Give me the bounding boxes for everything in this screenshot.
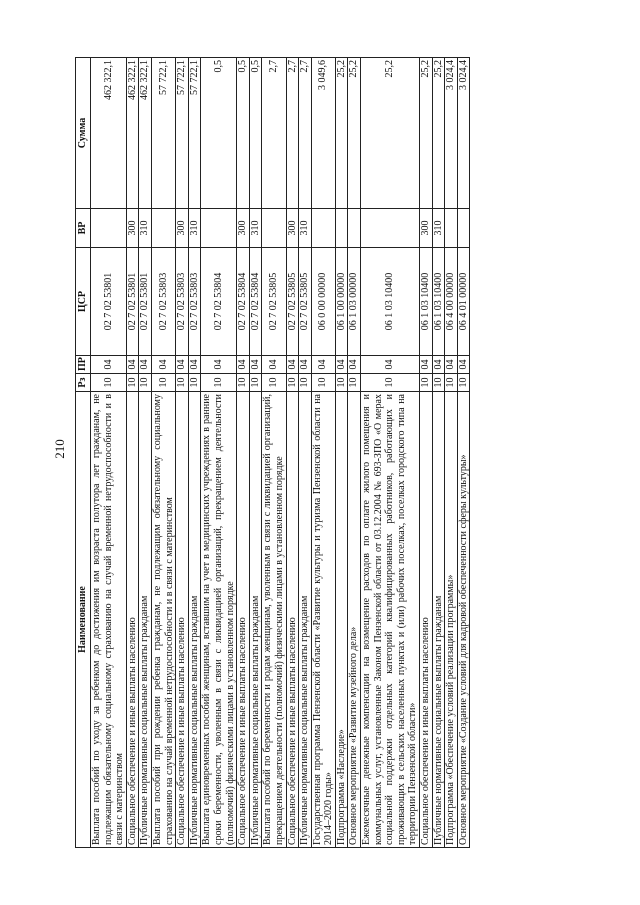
cell-csr: 06 1 03 10400 [432, 248, 445, 356]
cell-sum: 25,2 [348, 58, 361, 209]
cell-sum: 3 049,6 [311, 58, 335, 209]
cell-vr: 300 [126, 209, 139, 248]
cell-pr: 04 [299, 356, 312, 374]
cell-sum: 0,5 [249, 58, 262, 209]
cell-pr: 04 [151, 356, 175, 374]
cell-sum: 462 322,1 [91, 58, 127, 209]
cell-name: Выплата пособий при рождении ребенка гражданам, не подлежащим обязательному социальному страхованию на случай временной нетрудоспособности и в связи с материнством [151, 392, 175, 848]
cell-sum: 462 322,1 [126, 58, 139, 209]
table-header-row [76, 58, 91, 848]
cell-csr: 02 7 02 53803 [188, 248, 201, 356]
cell-name: Выплата пособий по уходу за ребенком до достижения им возраста полутора лет гражданам, не подлежащим обязательному социальному страхованию на случай временной нетрудоспособности и в связи с материнством [91, 392, 127, 848]
cell-sum: 25,2 [335, 58, 348, 209]
cell-rz: 10 [126, 374, 139, 392]
cell-pr: 04 [201, 356, 237, 374]
cell-name: Выплата пособий по беременности и родам женщинам, уволенным в связи с ликвидацией организаций, прекращением деятельности (полномочий) физическими лицами в установленном порядке [262, 392, 286, 848]
table-row [420, 58, 433, 848]
cell-vr: 300 [286, 209, 299, 248]
cell-csr: 02 7 02 53805 [262, 248, 286, 356]
cell-vr [262, 209, 286, 248]
cell-name: Государственная программа Пензенской области «Развитие культуры и туризма Пензенской области на 2014–2020 годы» [311, 392, 335, 848]
cell-name: Выплата единовременных пособий женщинам, вставшим на учет в медицинских учреждениях в ранние сроки беременности, уволенным в связи с ликвидацией организаций, прекращением деятельности (полномочий) физическими лицами в установленном порядке [201, 392, 237, 848]
cell-csr: 02 7 02 53805 [286, 248, 299, 356]
cell-csr: 02 7 02 53804 [237, 248, 250, 356]
cell-rz: 10 [420, 374, 433, 392]
cell-name: Социальное обеспечение и иные выплаты населению [286, 392, 299, 848]
cell-rz: 10 [237, 374, 250, 392]
cell-csr: 02 7 02 53801 [126, 248, 139, 356]
cell-sum: 2,7 [262, 58, 286, 209]
table-row [335, 58, 348, 848]
cell-pr: 04 [445, 356, 458, 374]
cell-pr: 04 [188, 356, 201, 374]
cell-vr [91, 209, 127, 248]
cell-pr: 04 [139, 356, 152, 374]
table-row [201, 58, 237, 848]
cell-vr [201, 209, 237, 248]
cell-vr [445, 209, 458, 248]
cell-sum: 25,2 [432, 58, 445, 209]
header-csr: ЦСР [76, 248, 91, 356]
cell-csr: 02 7 02 53803 [151, 248, 175, 356]
cell-rz: 10 [445, 374, 458, 392]
cell-csr: 06 1 03 00000 [348, 248, 361, 356]
cell-name: Ежемесячные денежные компенсации на возмещение расходов по оплате жилого помещения и коммунальных услуг, установленные Законом Пензенской области от 03.12.2004 № 693-ЗПО «О мерах социальной поддержки отдельных категорий квалифицированных работников, работающих и проживающих в сельских населенных пунктах и (или) рабочих поселках, поселках городского типа на территории Пензенской области» [361, 392, 420, 848]
cell-pr: 04 [262, 356, 286, 374]
cell-sum: 3 024,4 [457, 58, 470, 209]
table-row [139, 58, 152, 848]
cell-sum: 0,5 [237, 58, 250, 209]
table-row [432, 58, 445, 848]
cell-name: Публичные нормативные социальные выплаты гражданам [139, 392, 152, 848]
cell-rz: 10 [201, 374, 237, 392]
page-number: 210 [52, 439, 67, 459]
cell-rz: 10 [249, 374, 262, 392]
cell-rz: 10 [457, 374, 470, 392]
table-row [91, 58, 127, 848]
cell-name: Публичные нормативные социальные выплаты гражданам [249, 392, 262, 848]
cell-vr: 300 [420, 209, 433, 248]
header-pr: ПР [76, 356, 91, 374]
cell-rz: 10 [176, 374, 189, 392]
cell-sum: 57 722,1 [188, 58, 201, 209]
cell-csr: 02 7 02 53801 [91, 248, 127, 356]
table-row [286, 58, 299, 848]
table-row [299, 58, 312, 848]
cell-pr: 04 [457, 356, 470, 374]
cell-sum: 57 722,1 [176, 58, 189, 209]
cell-name: Подпрограмма «Наследие» [335, 392, 348, 848]
cell-rz: 10 [348, 374, 361, 392]
cell-csr: 02 7 02 53803 [176, 248, 189, 356]
cell-vr: 300 [237, 209, 250, 248]
cell-pr: 04 [432, 356, 445, 374]
table-row [361, 58, 420, 848]
cell-pr: 04 [176, 356, 189, 374]
cell-sum: 25,2 [361, 58, 420, 209]
cell-csr: 02 7 02 53804 [249, 248, 262, 356]
table-body [91, 58, 470, 848]
table-row [237, 58, 250, 848]
cell-name: Основное мероприятие «Развитие музейного дела» [348, 392, 361, 848]
cell-csr: 06 4 01 00000 [457, 248, 470, 356]
cell-pr: 04 [348, 356, 361, 374]
header-name: Наименование [76, 392, 91, 848]
cell-rz: 10 [361, 374, 420, 392]
cell-rz: 10 [432, 374, 445, 392]
cell-sum: 2,7 [286, 58, 299, 209]
table-row [188, 58, 201, 848]
cell-sum: 25,2 [420, 58, 433, 209]
cell-name: Социальное обеспечение и иные выплаты населению [176, 392, 189, 848]
cell-name: Публичные нормативные социальные выплаты гражданам [188, 392, 201, 848]
table-row [457, 58, 470, 848]
cell-rz: 10 [262, 374, 286, 392]
cell-vr [457, 209, 470, 248]
cell-name: Основное мероприятие «Создание условий для кадровой обеспеченности сферы культуры» [457, 392, 470, 848]
cell-name: Публичные нормативные социальные выплаты гражданам [299, 392, 312, 848]
cell-csr: 06 1 03 10400 [420, 248, 433, 356]
cell-csr: 02 7 02 53804 [201, 248, 237, 356]
cell-name: Подпрограмма «Обеспечение условий реализации программы» [445, 392, 458, 848]
cell-sum: 57 722,1 [151, 58, 175, 209]
table-row [176, 58, 189, 848]
cell-rz: 10 [286, 374, 299, 392]
table-row [348, 58, 361, 848]
cell-vr: 310 [432, 209, 445, 248]
cell-pr: 04 [126, 356, 139, 374]
budget-table [75, 57, 470, 848]
cell-pr: 04 [286, 356, 299, 374]
cell-name: Публичные нормативные социальные выплаты гражданам [432, 392, 445, 848]
cell-vr [361, 209, 420, 248]
table-row [126, 58, 139, 848]
header-vr: ВР [76, 209, 91, 248]
cell-rz: 10 [91, 374, 127, 392]
cell-csr: 06 4 00 00000 [445, 248, 458, 356]
cell-sum: 3 024,4 [445, 58, 458, 209]
header-rz: Рз [76, 374, 91, 392]
header-sum: Сумма [76, 58, 91, 209]
cell-vr [335, 209, 348, 248]
cell-rz: 10 [311, 374, 335, 392]
table-row [445, 58, 458, 848]
cell-vr: 310 [188, 209, 201, 248]
cell-rz: 10 [151, 374, 175, 392]
cell-vr: 310 [249, 209, 262, 248]
cell-sum: 462 322,1 [139, 58, 152, 209]
cell-pr: 04 [420, 356, 433, 374]
cell-name: Социальное обеспечение и иные выплаты населению [126, 392, 139, 848]
cell-rz: 10 [188, 374, 201, 392]
rotated-table-container [75, 58, 575, 848]
cell-csr: 02 7 02 53805 [299, 248, 312, 356]
cell-rz: 10 [299, 374, 312, 392]
cell-rz: 10 [335, 374, 348, 392]
table-row [311, 58, 335, 848]
cell-vr [151, 209, 175, 248]
table-row [151, 58, 175, 848]
cell-vr [311, 209, 335, 248]
cell-vr [348, 209, 361, 248]
cell-vr: 310 [139, 209, 152, 248]
cell-rz: 10 [139, 374, 152, 392]
cell-sum: 0,5 [201, 58, 237, 209]
cell-pr: 04 [249, 356, 262, 374]
cell-vr: 300 [176, 209, 189, 248]
cell-csr: 02 7 02 53801 [139, 248, 152, 356]
cell-name: Социальное обеспечение и иные выплаты населению [237, 392, 250, 848]
cell-sum: 2,7 [299, 58, 312, 209]
cell-pr: 04 [237, 356, 250, 374]
cell-vr: 310 [299, 209, 312, 248]
cell-csr: 06 1 03 10400 [361, 248, 420, 356]
cell-csr: 06 1 00 00000 [335, 248, 348, 356]
table-row [262, 58, 286, 848]
cell-pr: 04 [335, 356, 348, 374]
cell-name: Социальное обеспечение и иные выплаты населению [420, 392, 433, 848]
cell-pr: 04 [311, 356, 335, 374]
cell-pr: 04 [361, 356, 420, 374]
cell-csr: 06 0 00 00000 [311, 248, 335, 356]
table-row [249, 58, 262, 848]
cell-pr: 04 [91, 356, 127, 374]
